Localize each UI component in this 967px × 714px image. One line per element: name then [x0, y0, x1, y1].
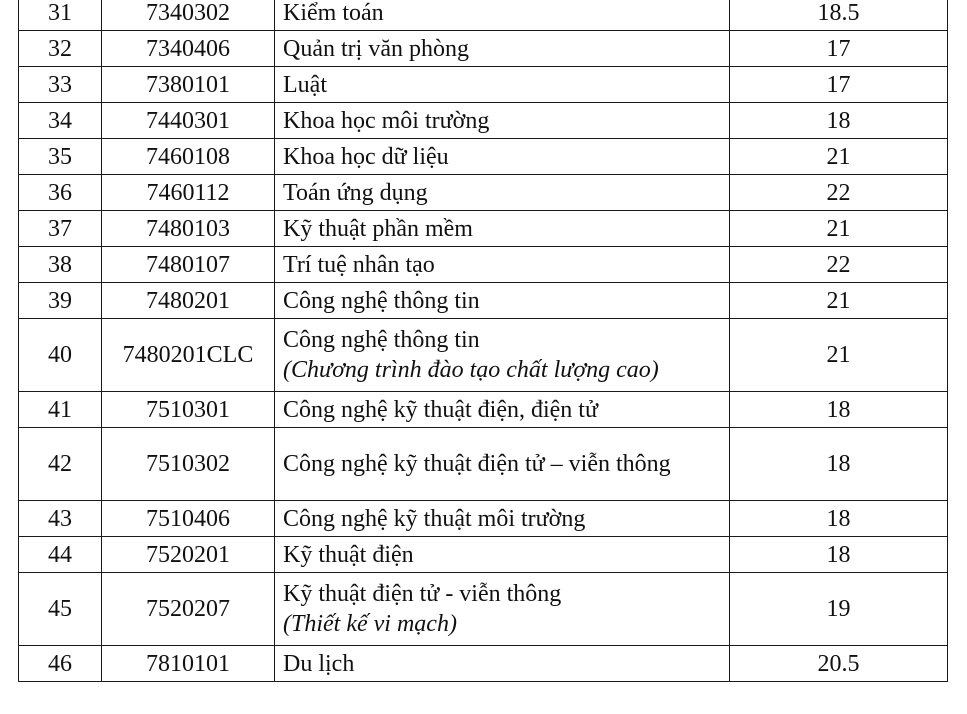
score-cell: 21: [730, 283, 948, 319]
major-code-cell: 7440301: [102, 103, 275, 139]
major-code-cell: 7510302: [102, 428, 275, 501]
table-body: [19, 0, 948, 682]
score-cell: 17: [730, 31, 948, 67]
major-name: Kỹ thuật điện: [283, 541, 414, 568]
score-cell: 22: [730, 175, 948, 211]
table-row: [19, 67, 948, 103]
major-note: (Chương trình đào tạo chất lượng cao): [283, 357, 659, 383]
major-name: Khoa học môi trường: [283, 107, 490, 134]
major-name: Công nghệ thông tin: [283, 287, 480, 314]
major-name: Công nghệ thông tin: [283, 327, 480, 353]
major-name: Công nghệ kỹ thuật điện, điện tử: [283, 396, 598, 423]
row-number-cell: 33: [19, 67, 102, 103]
major-code-cell: 7510301: [102, 392, 275, 428]
major-name-cell: [275, 67, 730, 103]
row-number-cell: 40: [19, 319, 102, 392]
major-code-cell: 7520207: [102, 573, 275, 646]
row-number-cell: 42: [19, 428, 102, 501]
row-number-cell: 43: [19, 501, 102, 537]
major-name-cell: [275, 319, 730, 392]
major-name: Quản trị văn phòng: [283, 35, 469, 62]
row-number-cell: 34: [19, 103, 102, 139]
table-row: [19, 646, 948, 682]
major-name: Luật: [283, 71, 327, 98]
major-name-cell: [275, 103, 730, 139]
major-code-cell: 7480201CLC: [102, 319, 275, 392]
major-code-cell: 7510406: [102, 501, 275, 537]
major-name-cell: [275, 0, 730, 31]
major-name: Công nghệ kỹ thuật điện tử – viễn thông: [283, 451, 671, 477]
score-cell: 19: [730, 573, 948, 646]
table-row: [19, 139, 948, 175]
score-cell: 18: [730, 428, 948, 501]
row-number-cell: 36: [19, 175, 102, 211]
major-name-cell: [275, 501, 730, 537]
major-name: Kỹ thuật điện tử - viễn thông: [283, 581, 562, 607]
major-name: Trí tuệ nhân tạo: [283, 251, 435, 278]
major-name-cell: [275, 211, 730, 247]
major-code-cell: 7340302: [102, 0, 275, 31]
table-row: [19, 537, 948, 573]
table-row: [19, 501, 948, 537]
major-code-cell: 7340406: [102, 31, 275, 67]
major-name-cell: [275, 646, 730, 682]
major-name-cell: [275, 537, 730, 573]
row-number-cell: 45: [19, 573, 102, 646]
table-row: [19, 247, 948, 283]
score-cell: 18.5: [730, 0, 948, 31]
table-row: [19, 211, 948, 247]
major-name-cell: [275, 392, 730, 428]
major-name-cell: [275, 175, 730, 211]
row-number-cell: 31: [19, 0, 102, 31]
table-row: [19, 428, 948, 501]
row-number-cell: 44: [19, 537, 102, 573]
major-name-cell: [275, 428, 730, 501]
admission-score-table: [18, 0, 948, 682]
row-number-cell: 35: [19, 139, 102, 175]
table-row: [19, 319, 948, 392]
major-code-cell: 7380101: [102, 67, 275, 103]
table-row: [19, 283, 948, 319]
major-name: Công nghệ kỹ thuật môi trường: [283, 505, 586, 532]
row-number-cell: 46: [19, 646, 102, 682]
score-cell: 17: [730, 67, 948, 103]
major-code-cell: 7480103: [102, 211, 275, 247]
major-name: Du lịch: [283, 650, 355, 677]
row-number-cell: 41: [19, 392, 102, 428]
score-cell: 22: [730, 247, 948, 283]
major-code-cell: 7480107: [102, 247, 275, 283]
major-name: Khoa học dữ liệu: [283, 143, 449, 170]
major-name-cell: [275, 573, 730, 646]
major-name: Kiểm toán: [283, 0, 384, 26]
major-name-cell: [275, 247, 730, 283]
row-number-cell: 32: [19, 31, 102, 67]
table-row: [19, 573, 948, 646]
major-code-cell: 7460112: [102, 175, 275, 211]
table-row: [19, 0, 948, 31]
table-row: [19, 175, 948, 211]
score-cell: 20.5: [730, 646, 948, 682]
score-cell: 18: [730, 103, 948, 139]
table-row: [19, 31, 948, 67]
row-number-cell: 39: [19, 283, 102, 319]
major-name: Toán ứng dụng: [283, 179, 428, 206]
table-row: [19, 392, 948, 428]
major-code-cell: 7810101: [102, 646, 275, 682]
major-code-cell: 7480201: [102, 283, 275, 319]
major-name-cell: [275, 139, 730, 175]
row-number-cell: 37: [19, 211, 102, 247]
score-cell: 18: [730, 392, 948, 428]
score-cell: 21: [730, 319, 948, 392]
score-cell: 21: [730, 211, 948, 247]
table-row: [19, 103, 948, 139]
major-name-cell: [275, 283, 730, 319]
row-number-cell: 38: [19, 247, 102, 283]
major-code-cell: 7520201: [102, 537, 275, 573]
major-code-cell: 7460108: [102, 139, 275, 175]
major-name-cell: [275, 31, 730, 67]
major-note: (Thiết kế vi mạch): [283, 611, 457, 637]
score-cell: 18: [730, 537, 948, 573]
major-name: Kỹ thuật phần mềm: [283, 215, 473, 242]
score-cell: 21: [730, 139, 948, 175]
score-cell: 18: [730, 501, 948, 537]
